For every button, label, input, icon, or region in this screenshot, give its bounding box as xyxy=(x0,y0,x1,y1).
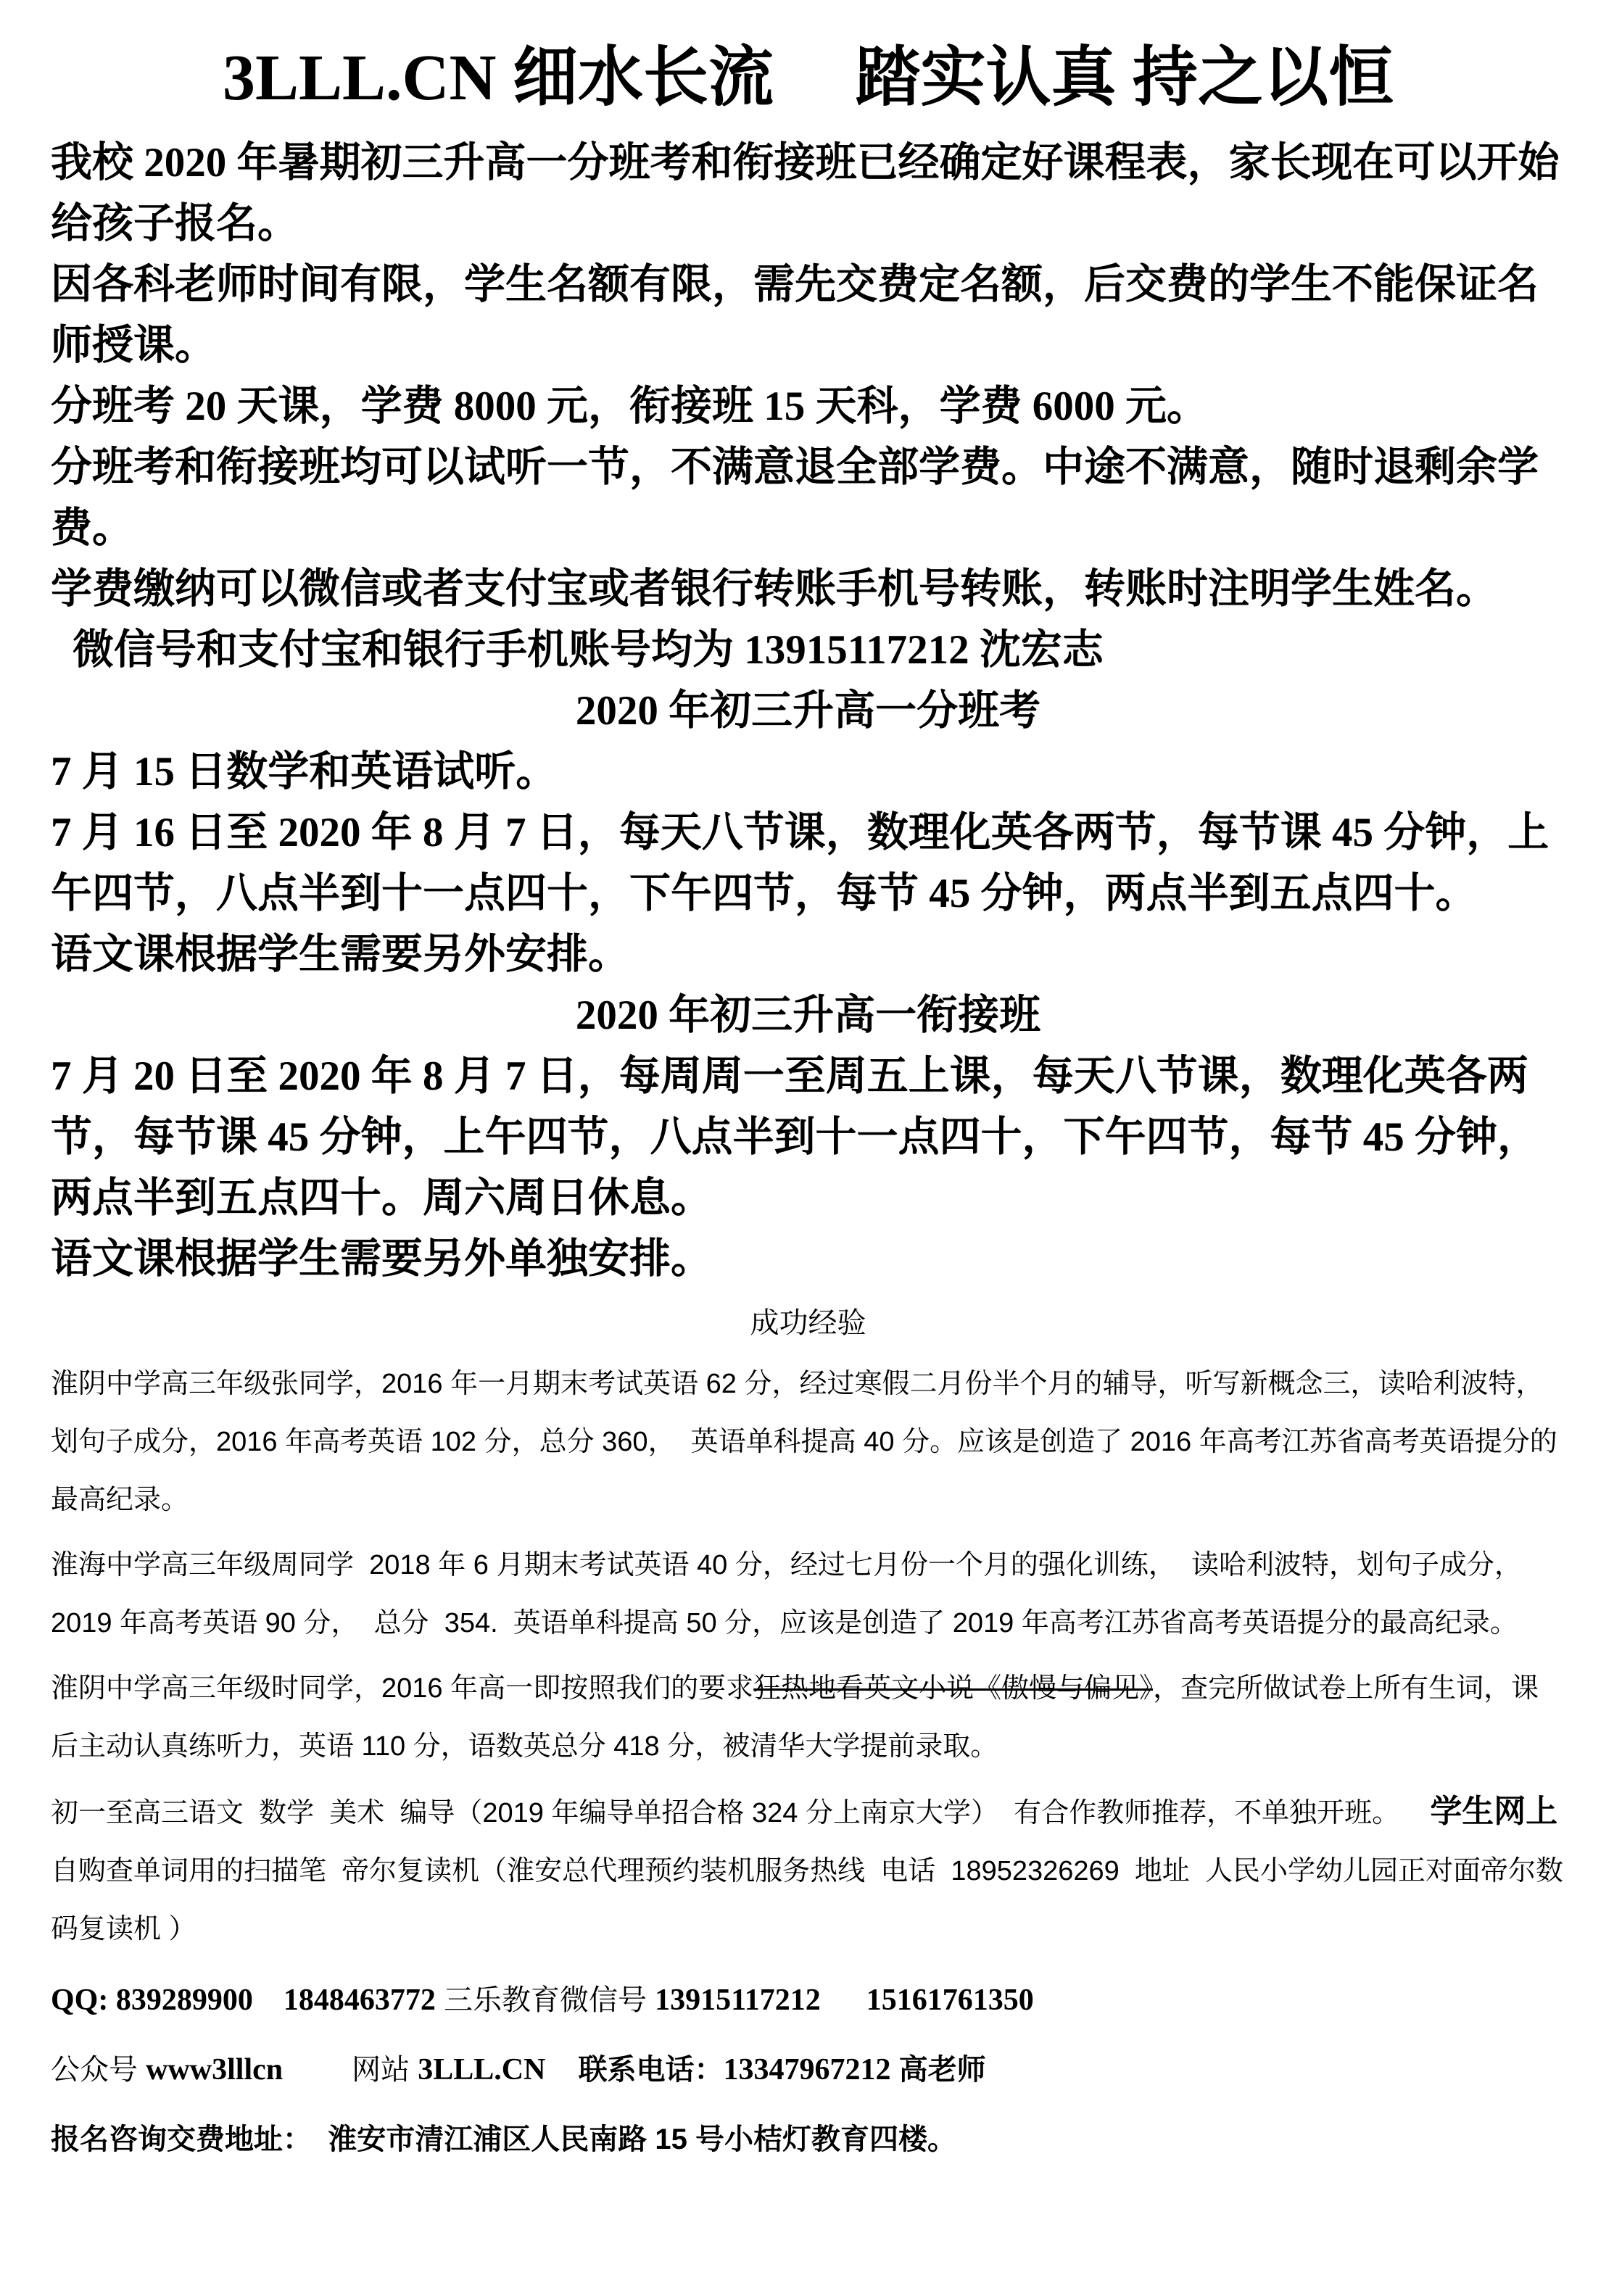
success-story-3-text: 淮阴中学高三年级时同学，2016 年高一即按照我们的要求 xyxy=(51,1673,754,1704)
wechat-label: 三乐教育微信号 xyxy=(435,1984,655,2016)
success-story-2: 淮海中学高三年级周同学 2018 年 6 月期末考试英语 40 分，经过七月份一个月的强化训练， 读哈利波特，划句子成分，2019 年高考英语 90 分， 总分 354. 英语单科提高 50 分，应该是创造了 2019 年高考江苏省高考英语提分的最高纪录。 xyxy=(51,1549,1522,1638)
fenbankao-paragraph-1: 7 月 15 日数学和英语试听。 xyxy=(51,748,558,795)
public-account-website-line xyxy=(51,2035,1565,2105)
scanner-pen-text: 自购查单词用的扫描笔 帝尔复读机（淮安总代理预约装机服务热线 电话 18952326269 地址 人民小学幼儿园正对面帝尔数码复读机 ） xyxy=(51,1855,1564,1944)
website-value: 3LLL.CN xyxy=(418,2052,546,2086)
address-value: 淮安市清江浦区人民南路 15 号小桔灯教育四楼。 xyxy=(328,2123,956,2155)
students-online-bold-text: 学生网上 xyxy=(1430,1793,1558,1829)
section-heading-fenbankao: 2020 年初三升高一分班考 xyxy=(575,687,1041,734)
intro-paragraph-2: 因各科老师时间有限，学生名额有限，需先交费定名额，后交费的学生不能保证名师授课。 xyxy=(51,261,1539,368)
xianjieban-paragraph-1: 7 月 20 日至 2020 年 8 月 7 日，每周周一至周五上课，每天八节课，数理化英各两节，每节课 45 分钟，上午四节，八点半到十一点四十，下午四节，每节 45 分钟，两点半到五点四十。周六周日休息。 xyxy=(51,1053,1539,1221)
courses-and-products-paragraph xyxy=(51,1783,1565,1958)
qq-label: QQ: xyxy=(51,1983,116,2017)
qq-wechat-line xyxy=(51,1965,1565,2035)
intro-paragraph-4: 分班考和衔接班均可以试听一节，不满意退全部学费。中途不满意，随时退剩余学费。 xyxy=(51,444,1539,551)
wechat-numbers: 13915117212 15161761350 xyxy=(655,1983,1034,2017)
phone-label: 联系电话： xyxy=(578,2053,724,2086)
success-story-3-text-cont: ，查完所做试卷上所有生词，课后主动认真练听力，英语 110 分，语数英总分 418 分，被清华大学提前录取。 xyxy=(51,1673,1539,1762)
intro-paragraph-1: 我校 2020 年暑期初三升高一分班考和衔接班已经确定好课程表，家长现在可以开始给孩子报名。 xyxy=(51,139,1560,246)
intro-paragraph-5: 学费缴纳可以微信或者支付宝或者银行转账手机号转账，转账时注明学生姓名。 xyxy=(51,565,1497,612)
payment-account-line: 微信号和支付宝和银行手机账号均为 13915117212 沈宏志 xyxy=(73,626,1104,673)
website-label: 网站 xyxy=(352,2053,418,2086)
courses-offer-text: 初一至高三语文 数学 美术 编导（2019 年编导单招合格 324 分上南京大学） 有合作教师推荐，不单独开班。 xyxy=(51,1797,1431,1828)
address-label: 报名咨询交费地址： xyxy=(51,2123,328,2155)
public-account-value: www3lllcn xyxy=(146,2052,284,2086)
section-heading-success: 成功经验 xyxy=(750,1306,866,1339)
fenbankao-paragraph-3: 语文课根据学生需要另外安排。 xyxy=(51,931,629,977)
phone-value: 13347967212 xyxy=(723,2052,891,2086)
intro-paragraph-3: 分班考 20 天课，学费 8000 元，衔接班 15 天科，学费 6000 元。 xyxy=(51,383,1208,429)
success-story-3-strikethrough: 狂热地看英文小说《傲慢与偏见》 xyxy=(753,1673,1154,1704)
xianjieban-paragraph-2: 语文课根据学生需要另外单独安排。 xyxy=(51,1235,712,1282)
qq-numbers: 839289900 1848463772 xyxy=(115,1983,436,2017)
success-story-3 xyxy=(51,1659,1565,1775)
contact-person: 高老师 xyxy=(890,2053,986,2086)
section-heading-xianjieban: 2020 年初三升高一衔接班 xyxy=(575,992,1041,1038)
enrollment-address-line xyxy=(51,2105,1565,2174)
fenbankao-paragraph-2: 7 月 16 日至 2020 年 8 月 7 日，每天八节课，数理化英各两节，每节课 45 分钟，上午四节，八点半到十一点四十，下午四节，每节 45 分钟，两点半到五点四十。 xyxy=(51,809,1549,916)
page-title: 3LLL.CN 细水长流 踏实认真 持之以恒 xyxy=(222,42,1394,114)
public-account-label: 公众号 xyxy=(51,2053,146,2086)
success-story-1: 淮阴中学高三年级张同学，2016 年一月期末考试英语 62 分，经过寒假二月份半个月的辅导，听写新概念三，读哈利波特，划句子成分，2016 年高考英语 102 分，总分 360， 英语单科提高 40 分。应该是创造了 2016 年高考江苏省高考英语提分的最高纪录。 xyxy=(51,1368,1557,1515)
